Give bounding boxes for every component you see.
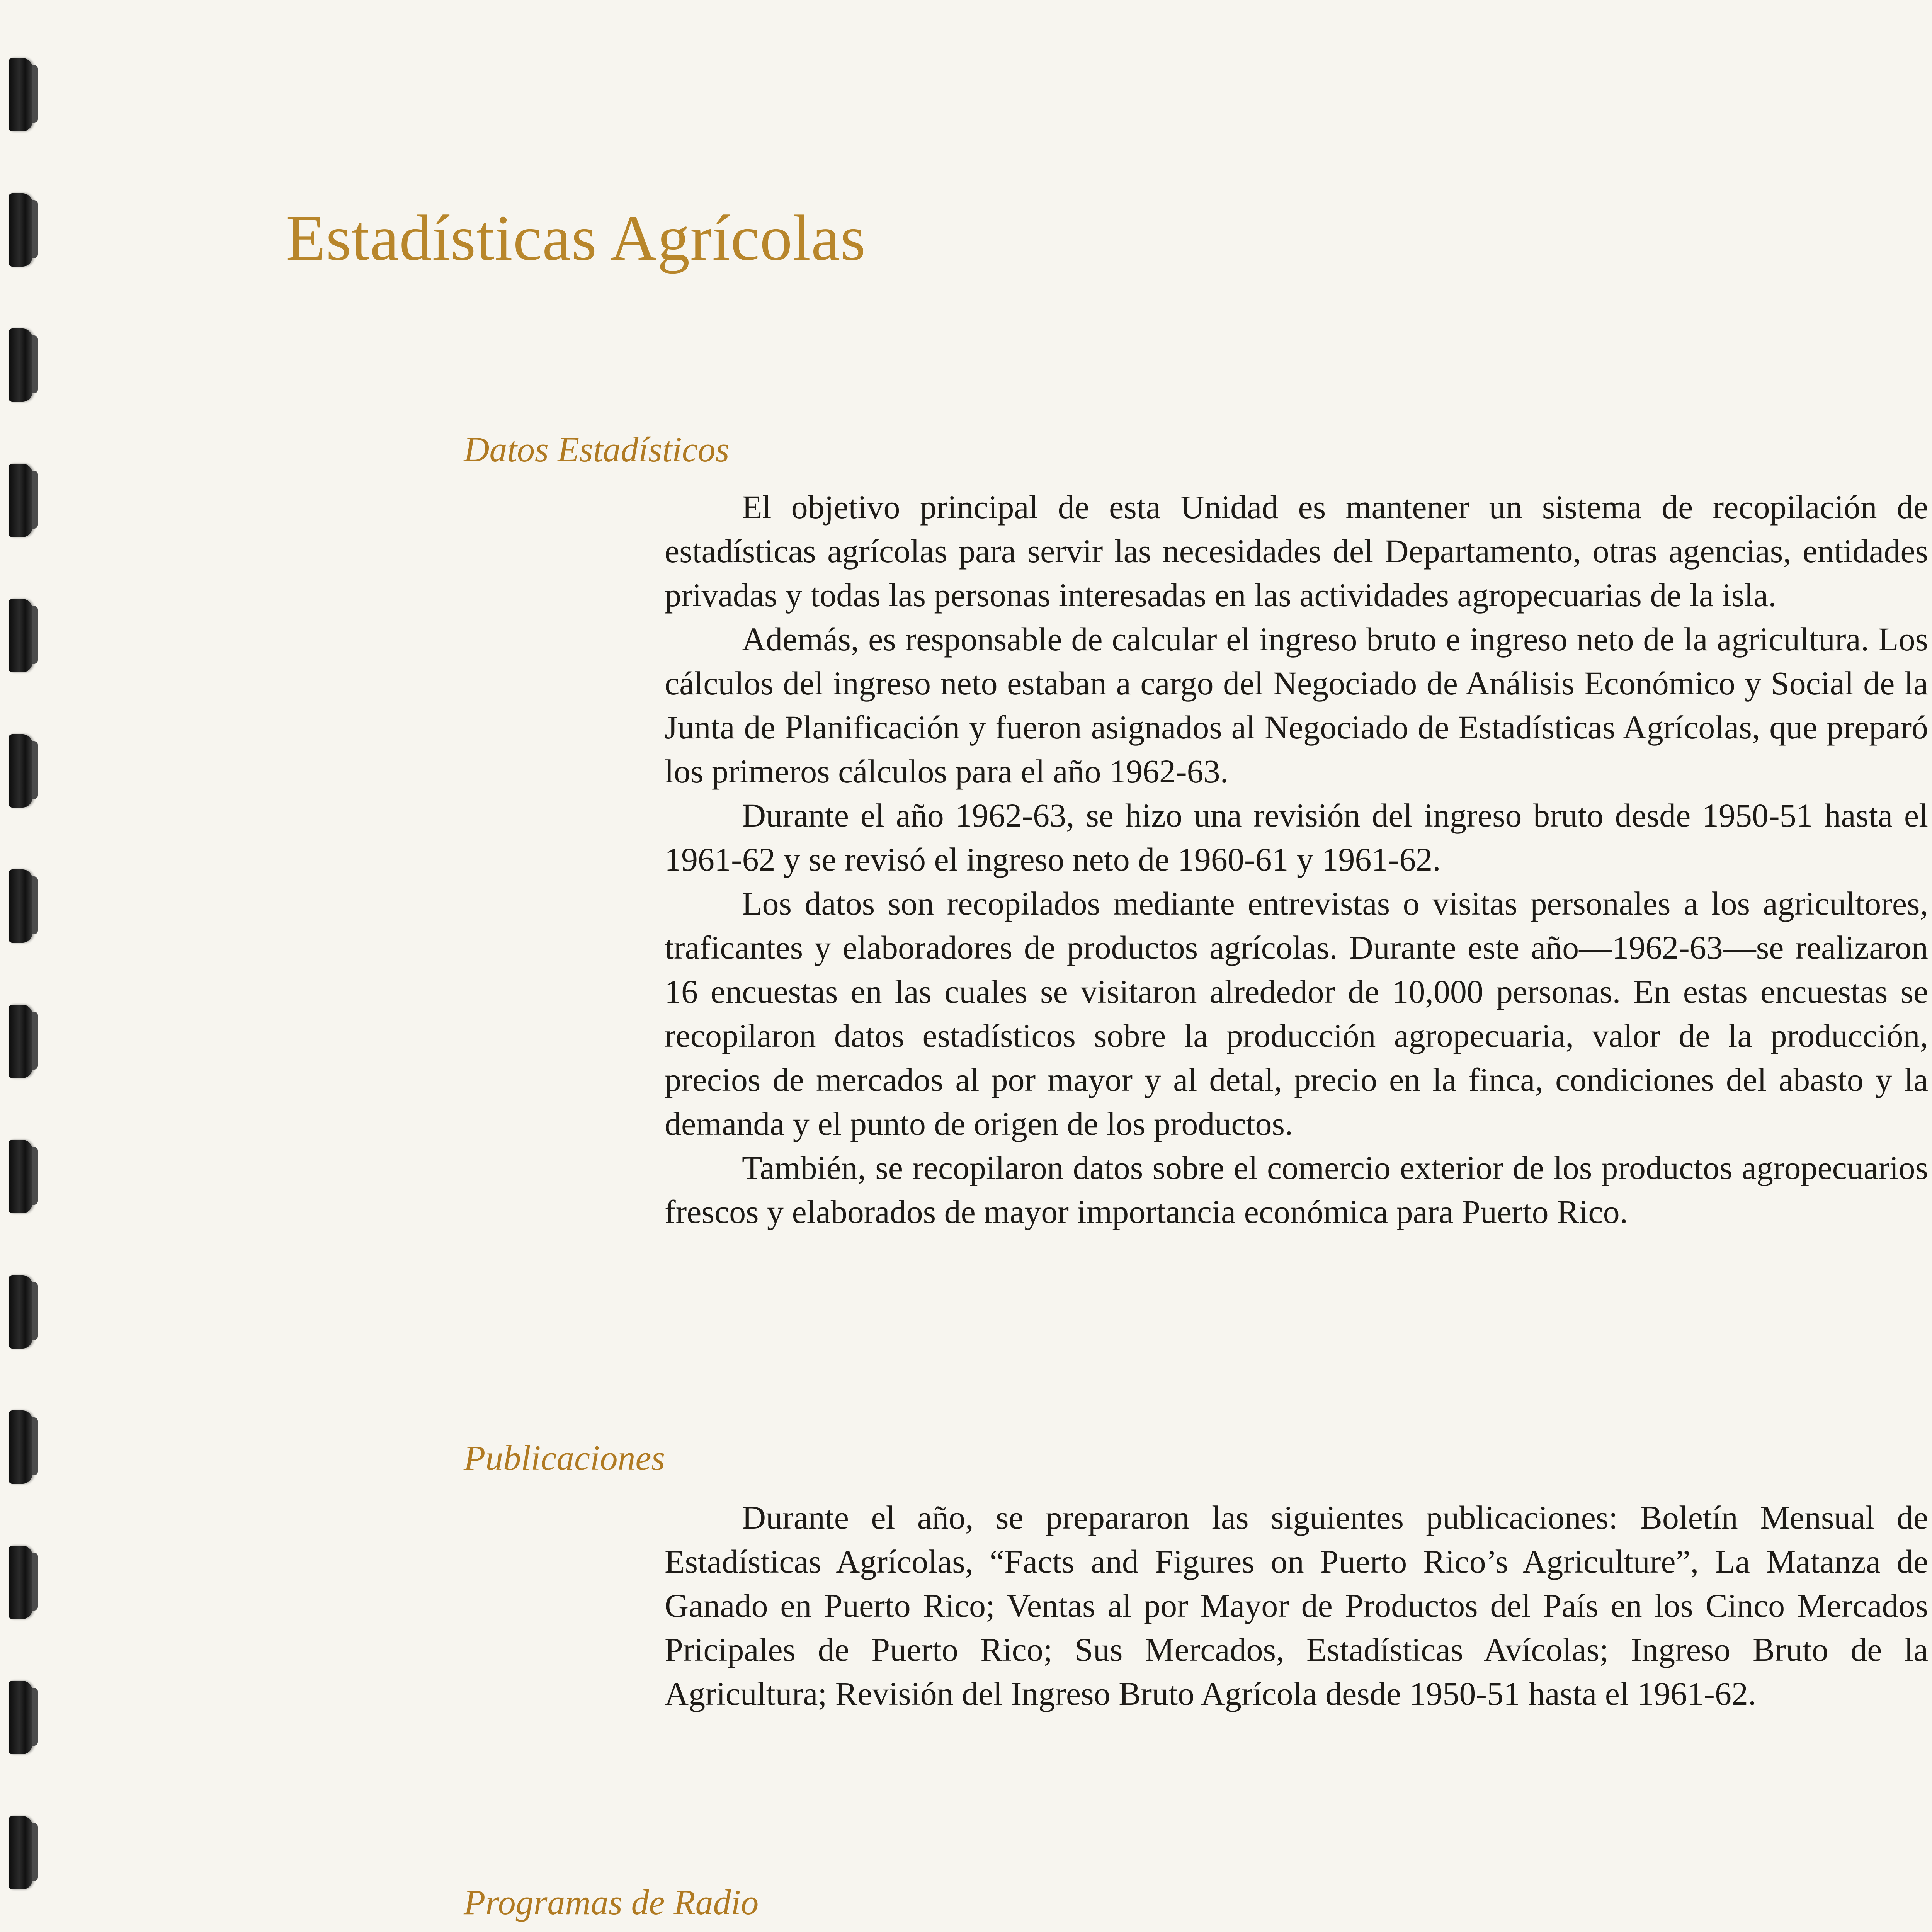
- paragraph: Durante el año 1962-63, se hizo una revisión del ingreso bruto desde 1950-51 hasta el 1961-62 y se revisó el ingreso neto de 1960-61 y 1961-62.: [665, 797, 1928, 878]
- binding-coil: [9, 1546, 32, 1619]
- binding-coil: [9, 1275, 32, 1349]
- binding-coil: [9, 464, 32, 537]
- section-body-datos-estadisticos: [665, 485, 1928, 1234]
- paragraph: También, se recopilaron datos sobre el comercio exterior de los productos agropecuarios frescos y elaborados de mayor importancia económica para Puerto Rico.: [665, 1149, 1928, 1230]
- spiral-binding: [0, 0, 54, 1932]
- page-title: Estadísticas Agrícolas: [286, 202, 866, 274]
- paragraph: El objetivo principal de esta Unidad es mantener un sistema de recopilación de estadísticas agrícolas para servir las necesidades del Departamento, otras agencias, entidades privadas y todas las personas interesadas en las actividades agropecuarias de la isla.: [665, 488, 1928, 614]
- paragraph: Además, es responsable de calcular el ingreso bruto e ingreso neto de la agricultura. Los cálculos del ingreso neto estaban a cargo del Negociado de Análisis Económico y Social de la Junta de Planificación y fueron asignados al Negociado de Estadísticas Agrícolas, que preparó los primeros cálculos para el año 1962-63.: [665, 621, 1928, 790]
- section-heading-publicaciones: Publicaciones: [464, 1438, 665, 1478]
- paragraph: Durante el año, se prepararon las siguientes publicaciones: Boletín Mensual de Estadísticas Agrícolas, “Facts and Figures on Puerto Rico’s Agriculture”, La Matanza de Ganado en Puerto Rico; Ventas al por Mayor de Productos del País en los Cinco Mercados Pricipales de Puerto Rico; Sus Mercados, Estadísticas Avícolas; Ingreso Bruto de la Agricultura; Revisión del Ingreso Bruto Agrícola desde 1950-51 hasta el 1961-62.: [665, 1499, 1928, 1712]
- binding-coil: [9, 1681, 32, 1754]
- section-body-publicaciones: [665, 1495, 1928, 1716]
- binding-coil: [9, 1140, 32, 1213]
- binding-coil: [9, 869, 32, 943]
- binding-coil: [9, 1005, 32, 1078]
- binding-coil: [9, 734, 32, 808]
- section-heading-datos-estadisticos: Datos Estadísticos: [464, 430, 730, 469]
- binding-coil: [9, 58, 32, 131]
- binding-coil: [9, 1410, 32, 1484]
- paragraph: Los datos son recopilados mediante entrevistas o visitas personales a los agricultores, traficantes y elaboradores de productos agrícolas. Durante este año—1962-63—se realizaron 16 encuestas en las cuales se visitaron alrededor de 10,000 personas. En estas encuestas se recopilaron datos estadísticos sobre la producción agropecuaria, valor de la producción, precios de mercados al por mayor y al detal, precio en la finca, condiciones del abasto y la demanda y el punto de origen de los productos.: [665, 885, 1928, 1142]
- binding-coil: [9, 1816, 32, 1889]
- section-heading-programas-de-radio: Programas de Radio: [464, 1883, 759, 1922]
- binding-coil: [9, 193, 32, 267]
- binding-coil: [9, 328, 32, 402]
- binding-coil: [9, 599, 32, 672]
